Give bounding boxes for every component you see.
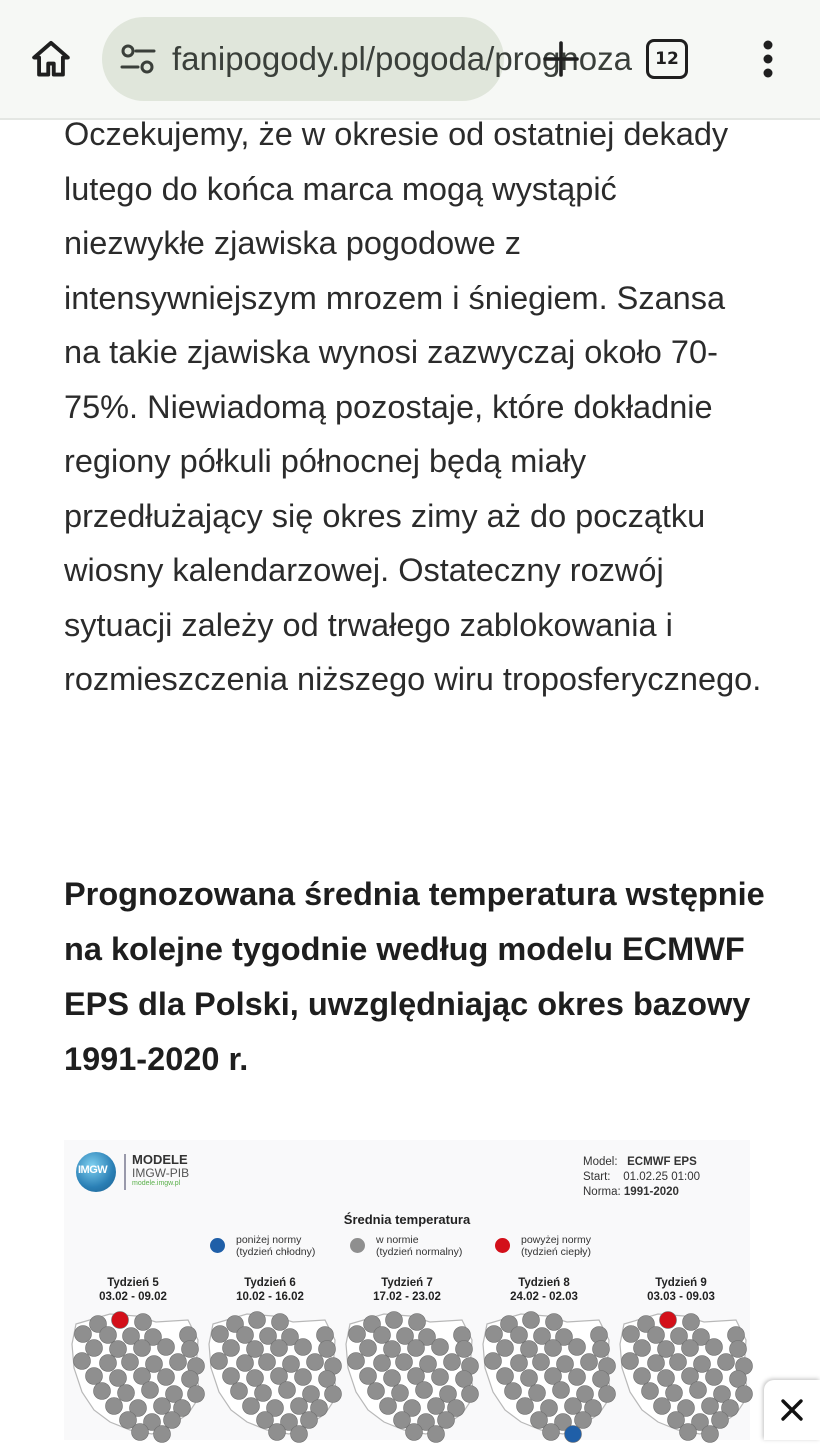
- station-dot-normal: [188, 1386, 205, 1403]
- station-dot-normal: [599, 1386, 616, 1403]
- legend-warm-line1: powyżej normy: [521, 1234, 592, 1246]
- station-dot-normal: [406, 1424, 423, 1441]
- station-dot-normal: [505, 1383, 522, 1400]
- station-dot-normal: [432, 1369, 449, 1386]
- station-dot-normal: [648, 1327, 665, 1344]
- station-dot-normal: [259, 1354, 276, 1371]
- logo-subtitle: IMGW-PIB: [132, 1166, 190, 1180]
- station-dot-normal: [634, 1340, 651, 1357]
- station-dot-normal: [702, 1426, 719, 1443]
- week-name: Tydzień 8: [518, 1277, 570, 1289]
- station-dot-normal: [462, 1386, 479, 1403]
- legend-label-normal: [376, 1234, 462, 1258]
- station-dot-normal: [211, 1353, 228, 1370]
- poland-map: [70, 1310, 202, 1450]
- station-dot-normal: [237, 1327, 254, 1344]
- station-dot-normal: [533, 1354, 550, 1371]
- station-dot-normal: [223, 1368, 240, 1385]
- legend-dot-warm: [495, 1238, 510, 1253]
- meta-model-value: ECMWF EPS: [627, 1156, 697, 1168]
- station-dot-normal: [243, 1398, 260, 1415]
- station-dot-normal: [521, 1341, 538, 1358]
- station-dot-normal: [581, 1354, 598, 1371]
- station-dot-normal: [444, 1354, 461, 1371]
- new-tab-button[interactable]: [530, 28, 592, 90]
- station-dot-normal: [94, 1383, 111, 1400]
- station-dot-normal: [164, 1412, 181, 1429]
- station-dot-normal: [648, 1355, 665, 1372]
- week-name: Tydzień 7: [381, 1277, 433, 1289]
- station-dot-normal: [374, 1327, 391, 1344]
- station-dot-normal: [511, 1355, 528, 1372]
- home-button[interactable]: [20, 28, 82, 90]
- station-dot-warm: [660, 1312, 677, 1329]
- legend-warm-line2: (tydzień ciepły): [521, 1246, 592, 1258]
- logo-title: MODELE: [132, 1152, 188, 1167]
- station-dot-normal: [706, 1369, 723, 1386]
- station-dot-normal: [135, 1314, 152, 1331]
- station-dot-normal: [100, 1327, 117, 1344]
- legend-dot-normal: [350, 1238, 365, 1253]
- station-dot-normal: [666, 1385, 683, 1402]
- station-dot-normal: [575, 1412, 592, 1429]
- meta-start: [583, 1171, 700, 1183]
- station-dot-normal: [374, 1355, 391, 1372]
- week-dates: 03.02 - 09.02: [99, 1291, 167, 1303]
- more-menu-button[interactable]: [742, 30, 794, 88]
- station-dot-warm: [112, 1312, 129, 1329]
- station-dot-normal: [272, 1314, 289, 1331]
- station-dot-normal: [670, 1354, 687, 1371]
- station-dot-normal: [690, 1382, 707, 1399]
- poland-map: [207, 1310, 339, 1450]
- week-dates: 03.03 - 09.03: [647, 1291, 715, 1303]
- station-dot-normal: [392, 1385, 409, 1402]
- meta-norma-value: 1991-2020: [623, 1186, 679, 1198]
- station-dot-normal: [132, 1424, 149, 1441]
- station-dot-normal: [154, 1398, 171, 1415]
- station-dot-normal: [680, 1424, 697, 1441]
- station-dot-normal: [86, 1340, 103, 1357]
- logo-text: IMGW: [78, 1164, 108, 1176]
- station-dot-normal: [231, 1383, 248, 1400]
- browser-toolbar: [0, 0, 820, 120]
- station-dot-normal: [368, 1383, 385, 1400]
- station-dot-normal: [247, 1341, 264, 1358]
- chart-title: Średnia temperatura: [343, 1212, 471, 1227]
- article-paragraph: Oczekujemy, że w okresie od ostatniej dekady lutego do końca marca mogą wystąpić niezwykłe zjawiska pogodowe z intensywniejszym mrozem i śniegiem. Szansa na takie zjawiska wynosi zazwyczaj około 70-75%. Niewiadomą pozostaje, które dokładnie regiony półkuli północnej będą miały przedłużający się okres zimy aż do początku wiosny kalendarzowej. Ostateczny rozwój sytuacji zależy od trwałego zablokowania i rozmieszczenia niższego wiru troposferycznego.: [64, 116, 762, 697]
- week-label: [68, 1276, 198, 1304]
- tab-switcher-icon: [646, 39, 688, 79]
- meta-norma: [583, 1186, 679, 1198]
- station-dot-normal: [658, 1370, 675, 1387]
- station-dot-normal: [409, 1314, 426, 1331]
- station-dot-normal: [511, 1327, 528, 1344]
- station-dot-normal: [325, 1386, 342, 1403]
- station-dot-normal: [456, 1371, 473, 1388]
- home-icon: [29, 37, 73, 81]
- plus-icon: [541, 39, 581, 79]
- station-dot-normal: [730, 1371, 747, 1388]
- station-dot-normal: [593, 1371, 610, 1388]
- station-dot-normal: [271, 1340, 288, 1357]
- station-dot-normal: [360, 1340, 377, 1357]
- station-dot-normal: [122, 1354, 139, 1371]
- meta-model-label: Model:: [583, 1156, 618, 1168]
- station-dot-normal: [74, 1353, 91, 1370]
- station-dot-normal: [736, 1386, 753, 1403]
- station-dot-normal: [682, 1340, 699, 1357]
- station-dot-normal: [182, 1371, 199, 1388]
- legend-label-cold: [236, 1234, 315, 1258]
- station-dot-normal: [712, 1412, 729, 1429]
- station-dot-normal: [279, 1382, 296, 1399]
- station-dot-normal: [416, 1382, 433, 1399]
- logo-url: modele.imgw.pl: [132, 1180, 181, 1187]
- poland-map: [618, 1310, 750, 1450]
- tab-count: 12: [655, 49, 679, 69]
- station-dot-normal: [658, 1341, 675, 1358]
- meta-norma-label: Norma:: [583, 1186, 621, 1198]
- tab-switcher-button[interactable]: [638, 30, 696, 88]
- legend-normal-line1: w normie: [376, 1234, 419, 1246]
- station-dot-normal: [110, 1341, 127, 1358]
- station-dot-normal: [565, 1398, 582, 1415]
- station-dot-normal: [683, 1314, 700, 1331]
- station-dot-normal: [634, 1368, 651, 1385]
- logo-separator: [124, 1154, 126, 1190]
- station-dot-normal: [523, 1312, 540, 1329]
- station-dot-normal: [569, 1339, 586, 1356]
- station-dot-normal: [154, 1426, 171, 1443]
- station-dot-normal: [237, 1355, 254, 1372]
- station-dot-normal: [134, 1340, 151, 1357]
- week-name: Tydzień 5: [107, 1277, 159, 1289]
- station-dot-normal: [517, 1398, 534, 1415]
- legend-cold-line1: poniżej normy: [236, 1234, 302, 1246]
- station-dot-normal: [654, 1398, 671, 1415]
- station-dot-normal: [380, 1398, 397, 1415]
- station-dot-normal: [718, 1354, 735, 1371]
- station-dot-normal: [360, 1368, 377, 1385]
- station-dot-normal: [545, 1340, 562, 1357]
- station-dot-normal: [384, 1370, 401, 1387]
- station-dot-normal: [301, 1412, 318, 1429]
- station-dot-normal: [170, 1354, 187, 1371]
- poland-map: [481, 1310, 613, 1450]
- week-label: [342, 1276, 472, 1304]
- legend-normal-line2: (tydzień normalny): [376, 1246, 463, 1258]
- station-dot-normal: [529, 1385, 546, 1402]
- legend-cold-line2: (tydzień chłodny): [236, 1246, 316, 1258]
- station-dot-normal: [622, 1353, 639, 1370]
- station-dot-normal: [269, 1424, 286, 1441]
- station-dot-normal: [553, 1382, 570, 1399]
- station-dot-normal: [408, 1340, 425, 1357]
- station-dot-normal: [118, 1385, 135, 1402]
- station-dot-normal: [319, 1341, 336, 1358]
- station-dot-normal: [158, 1339, 175, 1356]
- station-dot-normal: [291, 1398, 308, 1415]
- station-dot-normal: [432, 1339, 449, 1356]
- station-dot-normal: [642, 1383, 659, 1400]
- legend-label-warm: [521, 1234, 591, 1258]
- station-dot-normal: [295, 1339, 312, 1356]
- meta-start-value: 01.02.25 01:00: [623, 1171, 701, 1183]
- station-dot-normal: [702, 1398, 719, 1415]
- station-dot-normal: [158, 1369, 175, 1386]
- week-label: [479, 1276, 609, 1304]
- address-bar[interactable]: [102, 17, 632, 101]
- legend-dot-cold: [210, 1238, 225, 1253]
- station-dot-normal: [348, 1353, 365, 1370]
- meta-model: [583, 1156, 697, 1168]
- station-dot-normal: [247, 1370, 264, 1387]
- week-dates: 24.02 - 02.03: [510, 1291, 578, 1303]
- station-dot-normal: [110, 1370, 127, 1387]
- station-dot-normal: [386, 1312, 403, 1329]
- station-dot-normal: [521, 1370, 538, 1387]
- site-settings-icon[interactable]: [118, 41, 158, 77]
- station-dot-normal: [456, 1341, 473, 1358]
- station-dot-normal: [438, 1412, 455, 1429]
- poland-map: [344, 1310, 476, 1450]
- station-dot-normal: [384, 1341, 401, 1358]
- station-dot-normal: [319, 1371, 336, 1388]
- close-icon: [780, 1398, 804, 1422]
- station-dot-normal: [295, 1369, 312, 1386]
- station-dot-normal: [569, 1369, 586, 1386]
- station-dot-normal: [428, 1426, 445, 1443]
- week-name: Tydzień 9: [655, 1277, 707, 1289]
- week-name: Tydzień 6: [244, 1277, 296, 1289]
- meta-start-label: Start:: [583, 1171, 611, 1183]
- station-dot-normal: [593, 1341, 610, 1358]
- week-label: [205, 1276, 335, 1304]
- station-dot-normal: [497, 1340, 514, 1357]
- station-dot-normal: [75, 1326, 92, 1343]
- station-dot-normal: [396, 1354, 413, 1371]
- station-dot-normal: [546, 1314, 563, 1331]
- station-dot-normal: [249, 1312, 266, 1329]
- forecast-figure[interactable]: [64, 1140, 750, 1440]
- station-dot-normal: [142, 1382, 159, 1399]
- station-dot-normal: [255, 1385, 272, 1402]
- station-dot-normal: [485, 1353, 502, 1370]
- section-heading: Prognozowana średnia temperatura wstępnie na kolejne tygodnie według modelu ECMWF EPS dla Polski, uwzględniając okres bazowy 1991-2020 r.: [64, 876, 765, 1077]
- station-dot-normal: [223, 1340, 240, 1357]
- station-dot-normal: [730, 1341, 747, 1358]
- station-dot-normal: [212, 1326, 229, 1343]
- station-dot-normal: [349, 1326, 366, 1343]
- week-label: [616, 1276, 746, 1304]
- station-dot-normal: [182, 1341, 199, 1358]
- station-dot-normal: [291, 1426, 308, 1443]
- url-text[interactable]: fanipogody.pl/pogoda/prognoza: [172, 40, 632, 77]
- station-dot-normal: [543, 1424, 560, 1441]
- station-dot-normal: [623, 1326, 640, 1343]
- station-dot-normal: [307, 1354, 324, 1371]
- close-ad-button[interactable]: [764, 1380, 820, 1440]
- week-dates: 10.02 - 16.02: [236, 1291, 304, 1303]
- station-dot-normal: [100, 1355, 117, 1372]
- station-dot-normal: [497, 1368, 514, 1385]
- station-dot-cold: [565, 1426, 582, 1443]
- more-vert-icon: [762, 39, 774, 79]
- station-dot-normal: [706, 1339, 723, 1356]
- station-dot-normal: [428, 1398, 445, 1415]
- station-dot-normal: [106, 1398, 123, 1415]
- station-dot-normal: [486, 1326, 503, 1343]
- week-dates: 17.02 - 23.02: [373, 1291, 441, 1303]
- station-dot-normal: [86, 1368, 103, 1385]
